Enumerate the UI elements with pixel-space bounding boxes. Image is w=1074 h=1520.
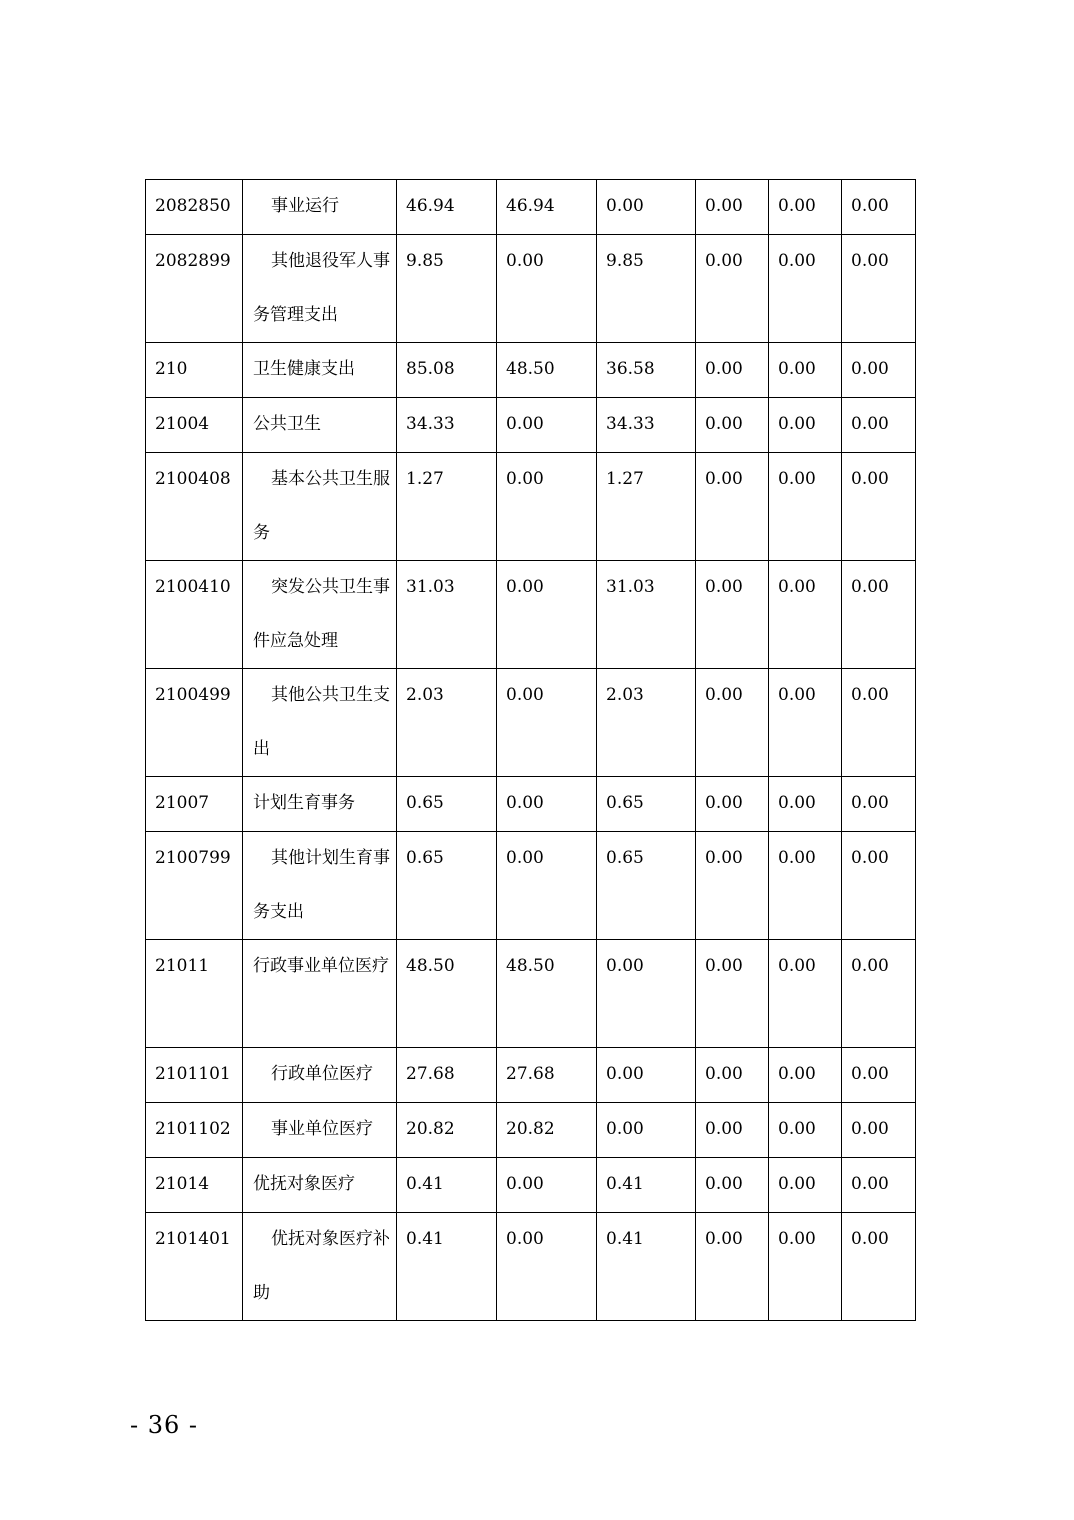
- row-value: 0.00: [597, 1103, 696, 1158]
- row-value: 46.94: [497, 180, 597, 235]
- row-value: 9.85: [597, 235, 696, 343]
- row-name: 事业运行: [243, 180, 397, 235]
- row-value: 0.00: [842, 453, 916, 561]
- row-value: 1.27: [397, 453, 497, 561]
- row-value: 9.85: [397, 235, 497, 343]
- row-value: 27.68: [397, 1048, 497, 1103]
- row-value: 20.82: [497, 1103, 597, 1158]
- row-value: 0.00: [769, 669, 842, 777]
- row-value: 0.41: [397, 1158, 497, 1213]
- row-value: 34.33: [597, 398, 696, 453]
- row-code: 2100408: [146, 453, 243, 561]
- row-value: 0.41: [597, 1158, 696, 1213]
- row-value: 36.58: [597, 343, 696, 398]
- row-value: 0.00: [497, 669, 597, 777]
- row-value: 0.00: [696, 1213, 769, 1321]
- row-value: 0.00: [769, 832, 842, 940]
- table-row: [146, 1158, 916, 1213]
- row-value: 0.65: [597, 777, 696, 832]
- row-code: 2101401: [146, 1213, 243, 1321]
- row-value: 0.00: [497, 561, 597, 669]
- table-row: [146, 343, 916, 398]
- row-value: 34.33: [397, 398, 497, 453]
- row-code: 21011: [146, 940, 243, 1048]
- row-value: 0.00: [696, 343, 769, 398]
- row-value: 0.00: [696, 561, 769, 669]
- row-name: 事业单位医疗: [243, 1103, 397, 1158]
- row-value: 31.03: [597, 561, 696, 669]
- budget-table: [145, 179, 916, 1321]
- row-code: 2101101: [146, 1048, 243, 1103]
- row-code: 2100410: [146, 561, 243, 669]
- row-value: 0.00: [696, 235, 769, 343]
- row-value: 0.00: [842, 832, 916, 940]
- page-number: - 36 -: [130, 1411, 199, 1439]
- row-code: 2082899: [146, 235, 243, 343]
- row-value: 2.03: [597, 669, 696, 777]
- row-value: 0.00: [769, 180, 842, 235]
- table-row: [146, 180, 916, 235]
- row-value: 0.00: [497, 398, 597, 453]
- row-value: 0.00: [769, 1213, 842, 1321]
- row-name: 行政事业单位医疗: [243, 940, 397, 1048]
- row-value: 0.00: [696, 1048, 769, 1103]
- row-code: 2082850: [146, 180, 243, 235]
- row-value: 85.08: [397, 343, 497, 398]
- row-value: 0.00: [696, 669, 769, 777]
- row-value: 0.00: [497, 235, 597, 343]
- row-value: 0.00: [842, 1103, 916, 1158]
- row-name: 其他公共卫生支出: [243, 669, 397, 777]
- row-value: 0.00: [769, 453, 842, 561]
- row-value: 46.94: [397, 180, 497, 235]
- row-value: 48.50: [497, 343, 597, 398]
- row-value: 0.00: [842, 1048, 916, 1103]
- row-value: 0.00: [842, 343, 916, 398]
- row-value: 0.00: [497, 1158, 597, 1213]
- row-code: 2100499: [146, 669, 243, 777]
- row-value: 48.50: [397, 940, 497, 1048]
- table-row: [146, 398, 916, 453]
- row-name: 优抚对象医疗: [243, 1158, 397, 1213]
- row-value: 0.00: [696, 398, 769, 453]
- row-value: 0.00: [597, 1048, 696, 1103]
- row-name: 其他计划生育事务支出: [243, 832, 397, 940]
- row-code: 21004: [146, 398, 243, 453]
- table-row: [146, 453, 916, 561]
- row-value: 0.00: [696, 453, 769, 561]
- row-value: 0.00: [769, 1103, 842, 1158]
- table-row: [146, 669, 916, 777]
- row-value: 0.65: [597, 832, 696, 940]
- row-name: 突发公共卫生事件应急处理: [243, 561, 397, 669]
- row-value: 0.00: [842, 398, 916, 453]
- row-value: 0.00: [842, 1213, 916, 1321]
- row-value: 0.00: [696, 777, 769, 832]
- table-row: [146, 1103, 916, 1158]
- row-value: 2.03: [397, 669, 497, 777]
- row-code: 21007: [146, 777, 243, 832]
- row-value: 0.00: [597, 940, 696, 1048]
- row-value: 27.68: [497, 1048, 597, 1103]
- row-name: 优抚对象医疗补助: [243, 1213, 397, 1321]
- row-value: 0.00: [769, 777, 842, 832]
- row-value: 0.65: [397, 777, 497, 832]
- row-value: 0.00: [769, 343, 842, 398]
- table-row: [146, 561, 916, 669]
- row-value: 0.00: [696, 1103, 769, 1158]
- row-value: 0.00: [696, 832, 769, 940]
- row-value: 0.00: [769, 561, 842, 669]
- row-value: 48.50: [497, 940, 597, 1048]
- row-value: 0.00: [769, 1048, 842, 1103]
- row-value: 0.00: [842, 940, 916, 1048]
- table-row: [146, 235, 916, 343]
- row-value: 0.00: [497, 1213, 597, 1321]
- row-code: 21014: [146, 1158, 243, 1213]
- row-value: 0.41: [597, 1213, 696, 1321]
- row-name: 公共卫生: [243, 398, 397, 453]
- row-name: 基本公共卫生服务: [243, 453, 397, 561]
- table-row: [146, 1048, 916, 1103]
- table-row: [146, 777, 916, 832]
- row-value: 0.00: [842, 1158, 916, 1213]
- row-name: 计划生育事务: [243, 777, 397, 832]
- row-value: 1.27: [597, 453, 696, 561]
- row-value: 0.00: [597, 180, 696, 235]
- table-row: [146, 1213, 916, 1321]
- row-value: 0.00: [842, 180, 916, 235]
- row-value: 0.00: [769, 940, 842, 1048]
- row-value: 0.00: [842, 777, 916, 832]
- row-code: 2101102: [146, 1103, 243, 1158]
- row-value: 0.00: [842, 669, 916, 777]
- row-value: 0.00: [842, 561, 916, 669]
- table-row: [146, 940, 916, 1048]
- table-row: [146, 832, 916, 940]
- row-value: 0.65: [397, 832, 497, 940]
- row-value: 0.00: [769, 235, 842, 343]
- row-value: 0.00: [769, 1158, 842, 1213]
- row-value: 0.00: [696, 940, 769, 1048]
- row-value: 0.00: [497, 453, 597, 561]
- row-value: 20.82: [397, 1103, 497, 1158]
- row-value: 0.00: [497, 832, 597, 940]
- row-value: 0.00: [497, 777, 597, 832]
- row-name: 其他退役军人事务管理支出: [243, 235, 397, 343]
- row-value: 0.00: [696, 180, 769, 235]
- row-value: 0.00: [842, 235, 916, 343]
- row-name: 行政单位医疗: [243, 1048, 397, 1103]
- row-value: 0.41: [397, 1213, 497, 1321]
- row-value: 0.00: [769, 398, 842, 453]
- row-code: 2100799: [146, 832, 243, 940]
- row-name: 卫生健康支出: [243, 343, 397, 398]
- row-value: 0.00: [696, 1158, 769, 1213]
- row-value: 31.03: [397, 561, 497, 669]
- row-code: 210: [146, 343, 243, 398]
